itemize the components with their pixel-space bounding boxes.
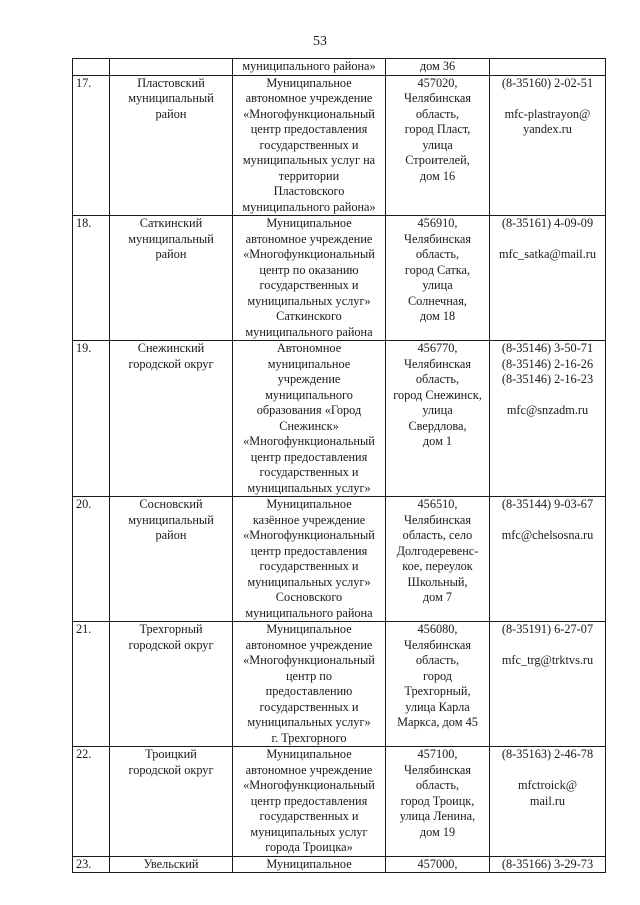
phone-text: (8-35163) 2-46-78 — [501, 747, 594, 761]
cell-line: городской округ — [128, 637, 214, 652]
cell-line: Солнечная, — [407, 293, 467, 308]
cell-line: Автономное — [276, 341, 342, 355]
cell-line: образования «Город — [256, 403, 362, 417]
cell-line: город — [422, 668, 453, 683]
cell-line: Челябинская — [403, 637, 472, 652]
cell-line: дом 16 — [419, 168, 456, 183]
cell-line: центр по — [285, 668, 333, 683]
email-text: mfc_trg@trktvs.ru — [501, 653, 594, 667]
cell-line: Челябинская — [403, 762, 472, 777]
cell-line: государственных и — [259, 699, 359, 714]
cell-line: «Многофункциональный — [243, 106, 375, 121]
cell-line: муниципальных услуг — [250, 824, 368, 839]
cell-line: «Многофункциональный — [243, 528, 375, 542]
spacer — [492, 232, 603, 248]
contacts-cell — [490, 497, 606, 622]
address-cell — [386, 341, 490, 497]
spacer — [492, 638, 603, 654]
email-text: mail.ru — [529, 793, 566, 808]
table-row — [73, 497, 606, 622]
cell-line: город Пласт, — [404, 122, 471, 136]
cell-line: улица — [422, 137, 453, 152]
cell-line: государственных и — [259, 137, 359, 152]
cell-line: центр предоставления — [250, 122, 368, 136]
cell-line: Снежинск» — [279, 418, 339, 433]
address-cell — [386, 747, 490, 857]
cell-line: города Троицка» — [265, 840, 353, 854]
cell-line: Челябинская — [403, 231, 472, 246]
cell-line: область, — [415, 653, 460, 667]
spacer — [492, 91, 603, 107]
cell-line: 456910, — [417, 216, 458, 230]
cell-line: учреждение — [277, 372, 341, 386]
district-cell — [110, 497, 233, 622]
mfc-table-body — [73, 59, 606, 873]
cell-line: дом 7 — [422, 590, 453, 604]
contacts-cell — [490, 216, 606, 341]
cell-line: Челябинская — [403, 512, 472, 527]
cell-line: дом 1 — [422, 434, 453, 448]
cell-line: Муниципальное — [266, 622, 352, 636]
address-cell — [386, 75, 490, 216]
phone-text: (8-35146) 3-50-71 — [501, 341, 594, 355]
cell-line: муниципальных услуг на — [242, 153, 376, 167]
row-number-cell: 21. — [73, 622, 110, 747]
cell-line: Сосновский — [139, 497, 203, 511]
cell-line: государственных и — [259, 465, 359, 479]
phone-text: (8-35144) 9-03-67 — [501, 497, 594, 511]
cell-line: Троицкий — [145, 747, 197, 761]
cell-line: Челябинская — [403, 91, 472, 105]
contacts-cell — [490, 75, 606, 216]
cell-line: центр предоставления — [250, 449, 368, 464]
cell-line: муниципального района» — [242, 199, 376, 214]
cell-line: Муниципальное — [266, 856, 352, 871]
district-cell — [110, 216, 233, 341]
mfc-table — [72, 58, 606, 873]
cell-line: Челябинская — [403, 356, 472, 371]
cell-line: 457100, — [417, 747, 458, 761]
cell-line: муниципальный — [128, 512, 214, 527]
cell-line: «Многофункциональный — [243, 434, 375, 448]
contacts-cell — [490, 341, 606, 497]
row-number-cell: 19. — [73, 341, 110, 497]
cell-line: Строителей, — [405, 153, 470, 167]
organization-cell — [233, 622, 386, 747]
row-number-cell — [73, 59, 110, 76]
cell-line: центр предоставления — [250, 793, 368, 808]
row-number-cell: 17. — [73, 75, 110, 216]
address-cell — [386, 497, 490, 622]
cell-line: муниципального — [265, 387, 353, 402]
cell-line: область, — [415, 372, 460, 386]
cell-line: область, — [415, 247, 460, 261]
cell-line: «Многофункциональный — [243, 778, 375, 792]
cell-line: автономное учреждение — [245, 762, 373, 777]
cell-line: район — [155, 106, 187, 121]
cell-line: район — [155, 247, 187, 261]
phone-text: (8-35161) 4-09-09 — [501, 216, 594, 230]
cell-line: Муниципальное — [266, 75, 352, 90]
cell-line: дом 18 — [419, 309, 456, 323]
cell-line: территории — [278, 168, 340, 183]
cell-line: улица Карла — [405, 699, 470, 714]
row-number-cell: 22. — [73, 747, 110, 857]
phone-text: (8-35191) 6-27-07 — [501, 622, 594, 636]
contacts-cell — [490, 747, 606, 857]
cell-line: муниципальный — [128, 231, 214, 246]
cell-line: город Снежинск, — [393, 387, 482, 402]
cell-line: дом 19 — [419, 824, 456, 839]
cell-line: 457020, — [417, 75, 458, 90]
row-number-cell: 20. — [73, 497, 110, 622]
cell-line: дом 36 — [419, 59, 456, 73]
email-text: mfctroick@ — [517, 778, 578, 792]
cell-line: городской округ — [128, 762, 214, 777]
cell-line: город Сатка, — [404, 262, 471, 277]
district-cell — [110, 622, 233, 747]
organization-cell — [233, 856, 386, 873]
organization-cell — [233, 497, 386, 622]
cell-line: муниципальных услуг» — [247, 293, 371, 308]
cell-line: Сосновского — [275, 590, 343, 604]
spacer — [492, 763, 603, 779]
cell-line: Школьный, — [407, 574, 468, 589]
cell-line: область, — [415, 106, 460, 121]
email-text: mfc_satka@mail.ru — [498, 247, 597, 261]
cell-line: государственных и — [259, 809, 359, 823]
cell-line: муниципального района — [245, 605, 373, 620]
row-number-cell: 18. — [73, 216, 110, 341]
cell-line: Долгодеревенс- — [396, 543, 479, 558]
cell-line: Трехгорный — [139, 622, 203, 636]
cell-line: область, село — [402, 528, 473, 542]
contacts-cell — [490, 856, 606, 873]
cell-line: городской округ — [128, 356, 214, 371]
cell-line: муниципальных услуг» — [247, 480, 371, 495]
table-row — [73, 747, 606, 857]
cell-line: кое, переулок — [402, 559, 473, 573]
organization-cell — [233, 216, 386, 341]
cell-line: 457000, — [417, 856, 458, 871]
cell-line: автономное учреждение — [245, 637, 373, 652]
cell-line: Трехгорный, — [404, 684, 471, 698]
phone-text: (8-35146) 2-16-23 — [501, 372, 594, 386]
phone-text: (8-35160) 2-02-51 — [501, 75, 594, 90]
cell-line: Пластовского — [273, 184, 345, 198]
cell-line: муниципального района — [245, 324, 373, 339]
district-cell — [110, 59, 233, 76]
cell-line: г. Трехгорного — [271, 730, 347, 745]
cell-line: 456770, — [417, 341, 458, 355]
cell-line: муниципального района» — [242, 59, 376, 73]
cell-line: государственных и — [259, 559, 359, 573]
cell-line: 456080, — [417, 622, 458, 636]
cell-line: улица — [422, 278, 453, 292]
cell-line: область, — [415, 778, 460, 792]
organization-cell — [233, 75, 386, 216]
district-cell — [110, 75, 233, 216]
table-row — [73, 622, 606, 747]
table-row — [73, 856, 606, 873]
district-cell — [110, 856, 233, 873]
cell-line: Муниципальное — [266, 216, 352, 230]
email-text: mfc-plastrayon@ — [504, 106, 591, 121]
organization-cell — [233, 59, 386, 76]
cell-line: центр предоставления — [250, 543, 368, 558]
cell-line: «Многофункциональный — [243, 653, 375, 667]
cell-line: Муниципальное — [266, 497, 352, 511]
email-text: yandex.ru — [523, 122, 572, 136]
spacer — [492, 388, 603, 404]
cell-line: автономное учреждение — [245, 231, 373, 246]
cell-line: центр по оказанию — [259, 262, 359, 277]
district-cell — [110, 341, 233, 497]
organization-cell — [233, 747, 386, 857]
address-cell — [386, 856, 490, 873]
phone-text: (8-35146) 2-16-26 — [501, 356, 594, 371]
cell-line: Снежинский — [137, 341, 205, 355]
cell-line: государственных и — [259, 278, 359, 292]
cell-line: Пластовский — [137, 75, 205, 90]
cell-line: казённое учреждение — [252, 512, 366, 527]
cell-line: Муниципальное — [266, 747, 352, 761]
cell-line: муниципальное — [267, 356, 351, 371]
phone-text: (8-35166) 3-29-73 — [501, 856, 594, 871]
page-number: 53 — [313, 34, 327, 49]
cell-line: улица Ленина, — [399, 809, 476, 823]
table-row — [73, 216, 606, 341]
table-row — [73, 341, 606, 497]
cell-line: муниципальных услуг» — [247, 715, 371, 729]
email-text: mfc@chelsosna.ru — [501, 528, 594, 542]
table-row-continued — [73, 59, 606, 76]
table-row — [73, 75, 606, 216]
cell-line: Свердлова, — [408, 418, 467, 433]
address-cell — [386, 59, 490, 76]
cell-line: автономное учреждение — [245, 91, 373, 105]
district-cell — [110, 747, 233, 857]
contacts-cell — [490, 622, 606, 747]
cell-line: Увельский — [143, 856, 199, 871]
cell-line: муниципальных услуг» — [247, 574, 371, 589]
contacts-cell — [490, 59, 606, 76]
email-text: mfc@snzadm.ru — [506, 403, 589, 417]
address-cell — [386, 622, 490, 747]
cell-line: улица — [422, 403, 453, 417]
row-number-cell: 23. — [73, 856, 110, 873]
address-cell — [386, 216, 490, 341]
cell-line: город Троицк, — [400, 793, 475, 808]
cell-line: Маркса, дом 45 — [397, 715, 478, 729]
cell-line: предоставлению — [265, 684, 353, 698]
cell-line: Саткинский — [139, 216, 203, 230]
cell-line: Саткинского — [276, 309, 342, 323]
organization-cell — [233, 341, 386, 497]
cell-line: район — [155, 528, 187, 542]
cell-line: 456510, — [417, 497, 458, 511]
cell-line: муниципальный — [128, 91, 214, 105]
spacer — [492, 513, 603, 529]
cell-line: «Многофункциональный — [243, 247, 375, 261]
